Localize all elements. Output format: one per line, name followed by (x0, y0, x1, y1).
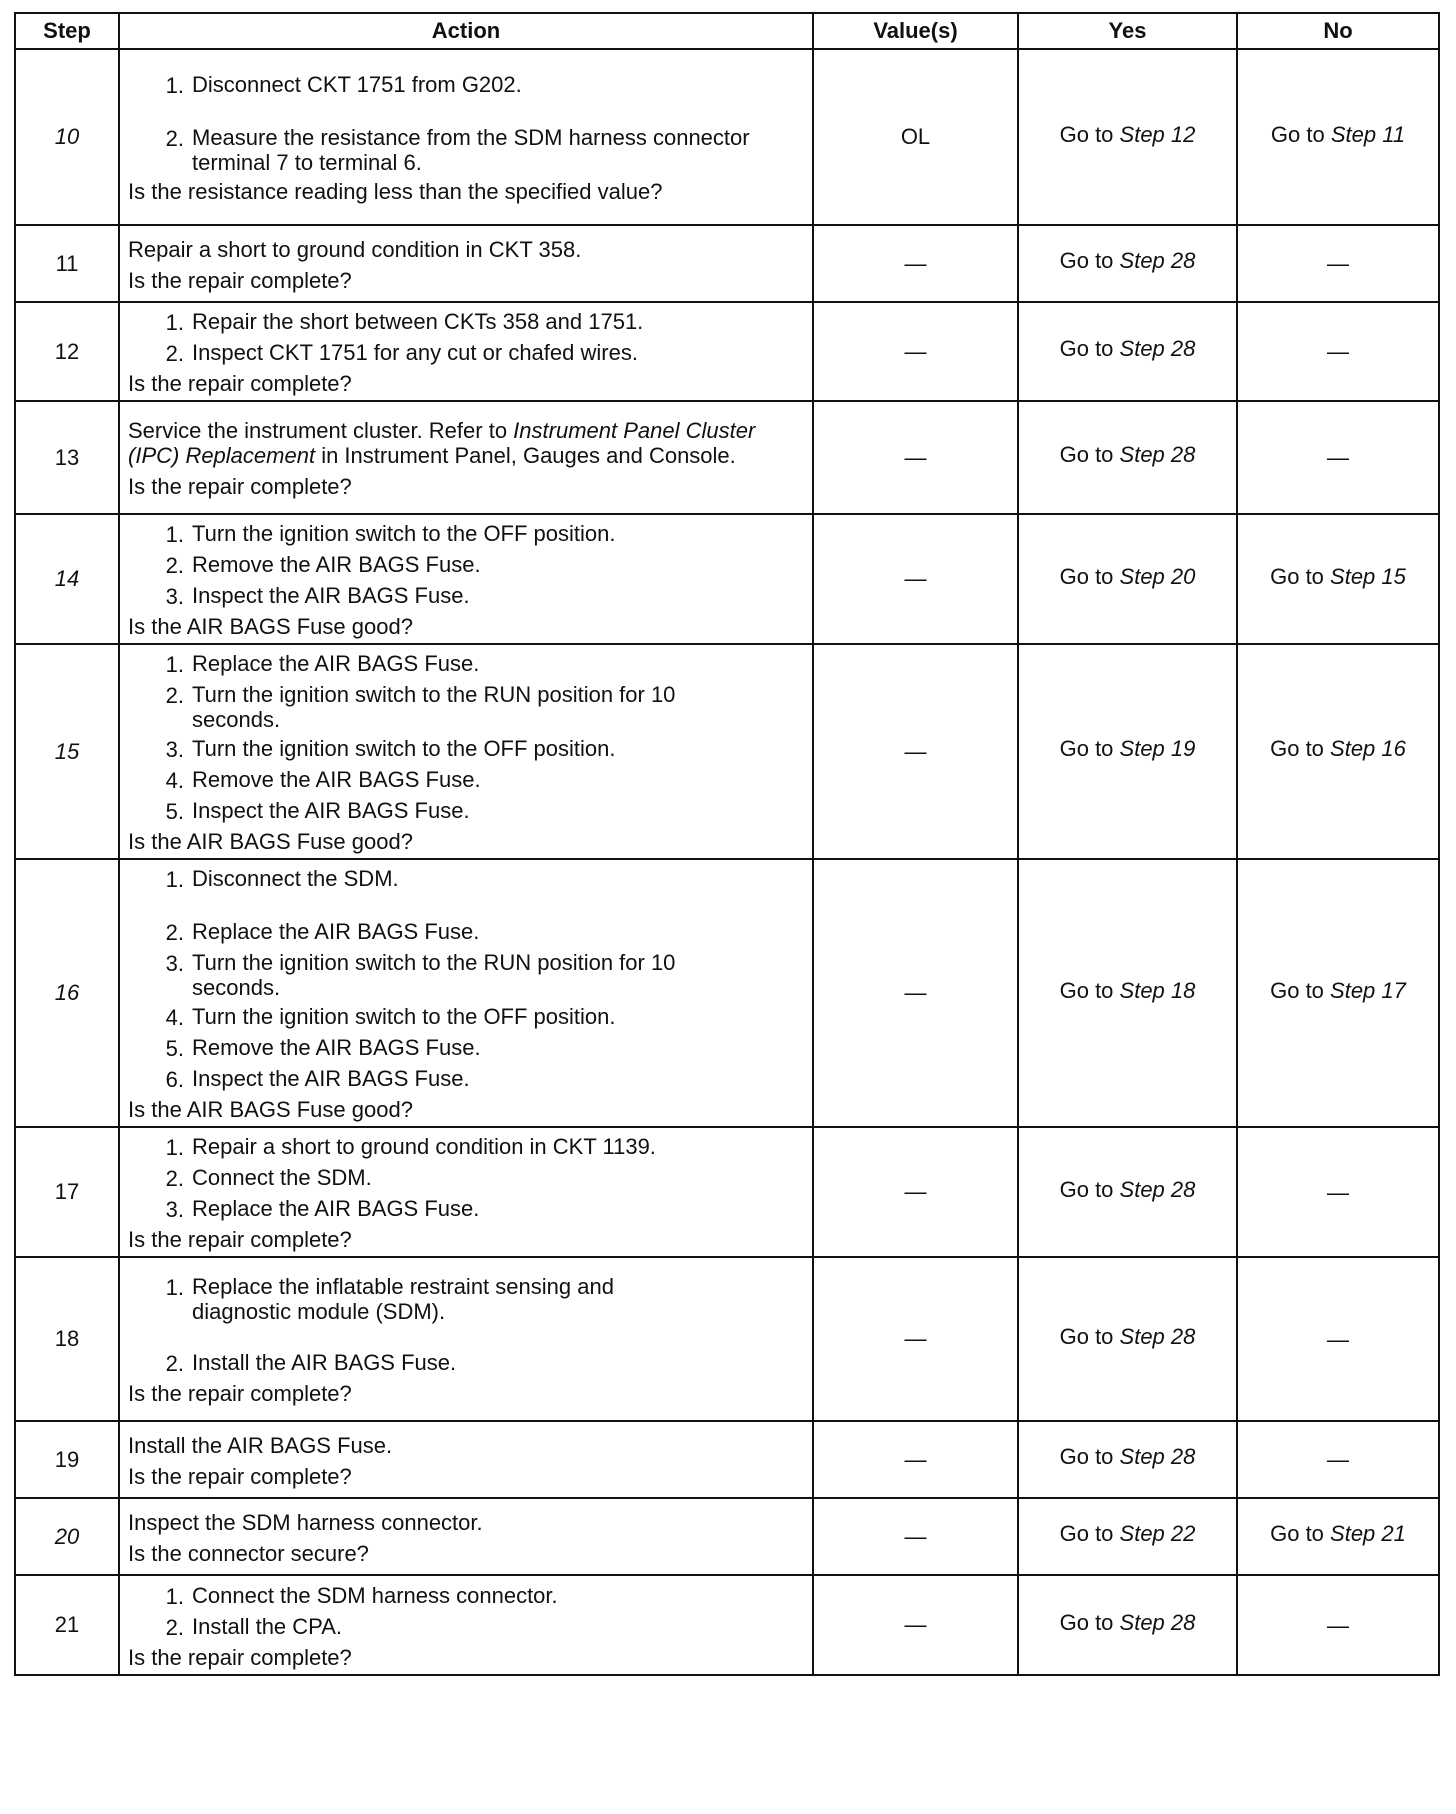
action-item: 1. Replace the AIR BAGS Fuse. (165, 651, 480, 677)
step-number: 19 (15, 1421, 119, 1498)
action-cell: Install the AIR BAGS Fuse. Is the repair complete? (119, 1421, 813, 1498)
step-link: Step 28 (1119, 1176, 1196, 1202)
action-item: 2. Install the AIR BAGS Fuse. (165, 1350, 457, 1376)
action-item: 2. Turn the ignition switch to the RUN position for 10 seconds. (165, 682, 676, 732)
no-cell: Go to Step 16 (1237, 644, 1439, 859)
step-link: Step 21 (1330, 1521, 1406, 1546)
step-link: Step 12 (1119, 121, 1196, 147)
value-cell: — (813, 1498, 1018, 1575)
header-row (15, 13, 1439, 49)
header-step: Step (15, 13, 119, 49)
action-item: 5. Remove the AIR BAGS Fuse. (165, 1035, 481, 1061)
table-row (15, 1421, 1439, 1498)
table-row (15, 1127, 1439, 1257)
action-item: 3. Turn the ignition switch to the RUN position for 10 seconds. (165, 950, 676, 1000)
action-cell (119, 49, 813, 225)
action-item: 5. Inspect the AIR BAGS Fuse. (165, 798, 470, 824)
action-cell (119, 859, 813, 1127)
action-item: 2. Inspect CKT 1751 for any cut or chafed wires. (165, 340, 638, 366)
step-link: Step 28 (1119, 248, 1196, 273)
action-item: 2. Install the CPA. (165, 1613, 342, 1640)
action-cell (119, 514, 813, 644)
no-cell: Go to Step 17 (1237, 859, 1439, 1127)
header-no: No (1237, 13, 1439, 49)
yes-cell: Go to Step 28 (1018, 225, 1237, 302)
table-row (15, 1498, 1439, 1575)
table-row (15, 859, 1439, 1127)
value-cell: — (813, 401, 1018, 514)
action-item: 1. Repair the short between CKTs 358 and 1751. (165, 309, 644, 335)
action-item: 3. Inspect the AIR BAGS Fuse. (165, 583, 470, 609)
no-cell: — (1237, 1575, 1439, 1675)
yes-cell: Go to Step 19 (1018, 644, 1237, 859)
step-link: Step 28 (1119, 336, 1196, 361)
action-question: Is the AIR BAGS Fuse good? (128, 614, 413, 639)
value-cell: — (813, 225, 1018, 302)
action-item: 4. Turn the ignition switch to the OFF position. (165, 1004, 616, 1030)
action-item: 2. Connect the SDM. (165, 1165, 372, 1191)
step-link: Step 28 (1119, 1609, 1196, 1635)
step-link: Step 28 (1119, 1323, 1196, 1349)
value-cell: — (813, 1127, 1018, 1257)
action-question: Is the AIR BAGS Fuse good? (128, 829, 413, 854)
step-link: Step 17 (1330, 977, 1406, 1003)
action-item: 1. Replace the inflatable restraint sensing and diagnostic module (SDM). (165, 1274, 614, 1324)
value-cell: — (813, 1421, 1018, 1498)
yes-cell: Go to Step 20 (1018, 514, 1237, 644)
action-question: Is the repair complete? (128, 1463, 352, 1489)
value-cell: — (813, 859, 1018, 1127)
step-link: Step 19 (1119, 736, 1196, 761)
step-number: 20 (15, 1498, 119, 1575)
step-number: 13 (15, 401, 119, 514)
no-cell: — (1237, 1421, 1439, 1498)
step-link: Step 28 (1119, 1444, 1196, 1469)
action-item: 3. Turn the ignition switch to the OFF position. (165, 736, 616, 762)
header-values: Value(s) (813, 13, 1018, 49)
no-cell: Go to Step 21 (1237, 1498, 1439, 1575)
no-cell: — (1237, 302, 1439, 401)
step-link: Step 20 (1119, 563, 1196, 589)
header-action: Action (119, 13, 813, 49)
action-cell (119, 1127, 813, 1257)
action-item: 4. Remove the AIR BAGS Fuse. (165, 767, 481, 793)
action-cell: Service the instrument cluster. Refer to Instrument Panel Cluster (IPC) Replacement in Instrument Panel, Gauges and Console. Is the repair complete? (119, 401, 813, 514)
value-cell: OL (813, 49, 1018, 225)
yes-cell: Go to Step 22 (1018, 1498, 1237, 1575)
table-row (15, 1575, 1439, 1675)
value-cell: — (813, 1257, 1018, 1421)
yes-cell: Go to Step 28 (1018, 1127, 1237, 1257)
action-item: 1. Disconnect the SDM. (165, 866, 399, 892)
yes-cell: Go to Step 28 (1018, 1575, 1237, 1675)
action-item: 1. Connect the SDM harness connector. (165, 1582, 558, 1609)
no-cell: Go to Step 11 (1237, 49, 1439, 225)
yes-cell: Go to Step 28 (1018, 401, 1237, 514)
action-question: Is the resistance reading less than the specified value? (128, 179, 663, 204)
action-cell: Repair a short to ground condition in CKT 358. Is the repair complete? (119, 225, 813, 302)
table-row (15, 49, 1439, 225)
step-link: Step 11 (1330, 121, 1406, 147)
no-cell: — (1237, 225, 1439, 302)
action-question: Is the repair complete? (128, 474, 352, 499)
step-number: 12 (15, 302, 119, 401)
action-cell (119, 302, 813, 401)
step-number: 16 (15, 859, 119, 1127)
step-number: 15 (15, 644, 119, 859)
action-item: 2. Measure the resistance from the SDM harness connector terminal 7 to terminal 6. (165, 125, 750, 175)
no-cell: — (1237, 1127, 1439, 1257)
step-number: 10 (15, 49, 119, 225)
value-cell: — (813, 302, 1018, 401)
action-item: 2. Remove the AIR BAGS Fuse. (165, 552, 481, 578)
yes-cell: Go to Step 18 (1018, 859, 1237, 1127)
diagnostic-table (14, 12, 1440, 1676)
action-question: Is the AIR BAGS Fuse good? (128, 1097, 413, 1122)
step-number: 21 (15, 1575, 119, 1675)
action-cell (119, 1575, 813, 1675)
action-cell: Inspect the SDM harness connector. Is the connector secure? (119, 1498, 813, 1575)
step-link: Step 15 (1330, 563, 1406, 589)
action-item: 1. Repair a short to ground condition in CKT 1139. (165, 1134, 656, 1160)
value-cell: — (813, 514, 1018, 644)
value-cell: — (813, 1575, 1018, 1675)
yes-cell: Go to Step 12 (1018, 49, 1237, 225)
no-cell: Go to Step 15 (1237, 514, 1439, 644)
action-question: Is the repair complete? (128, 267, 352, 293)
action-question: Is the repair complete? (128, 371, 352, 396)
value-cell: — (813, 644, 1018, 859)
action-item: 3. Replace the AIR BAGS Fuse. (165, 1196, 480, 1222)
action-cell (119, 644, 813, 859)
step-number: 17 (15, 1127, 119, 1257)
action-question: Is the repair complete? (128, 1381, 352, 1406)
step-link: Step 16 (1330, 736, 1406, 761)
yes-cell: Go to Step 28 (1018, 1257, 1237, 1421)
action-item: 1. Disconnect CKT 1751 from G202. (165, 72, 522, 98)
table-row (15, 225, 1439, 302)
yes-cell: Go to Step 28 (1018, 1421, 1237, 1498)
step-number: 11 (15, 225, 119, 302)
action-question: Is the repair complete? (128, 1227, 352, 1252)
yes-cell: Go to Step 28 (1018, 302, 1237, 401)
step-link: Step 28 (1119, 442, 1196, 467)
step-link: Step 22 (1119, 1521, 1196, 1546)
table-row (15, 1257, 1439, 1421)
table-row (15, 401, 1439, 514)
table-row (15, 302, 1439, 401)
action-cell (119, 1257, 813, 1421)
no-cell: — (1237, 1257, 1439, 1421)
reference-title: Instrument Panel Cluster (IPC) Replacement (128, 418, 756, 468)
action-item: 6. Inspect the AIR BAGS Fuse. (165, 1066, 470, 1092)
step-number: 14 (15, 514, 119, 644)
action-item: 2. Replace the AIR BAGS Fuse. (165, 919, 480, 945)
table-row (15, 514, 1439, 644)
step-link: Step 18 (1119, 977, 1196, 1003)
action-question: Is the connector secure? (128, 1540, 369, 1566)
header-yes: Yes (1018, 13, 1237, 49)
action-item: 1. Turn the ignition switch to the OFF position. (165, 521, 616, 547)
step-number: 18 (15, 1257, 119, 1421)
action-question: Is the repair complete? (128, 1644, 352, 1670)
no-cell: — (1237, 401, 1439, 514)
table-row (15, 644, 1439, 859)
